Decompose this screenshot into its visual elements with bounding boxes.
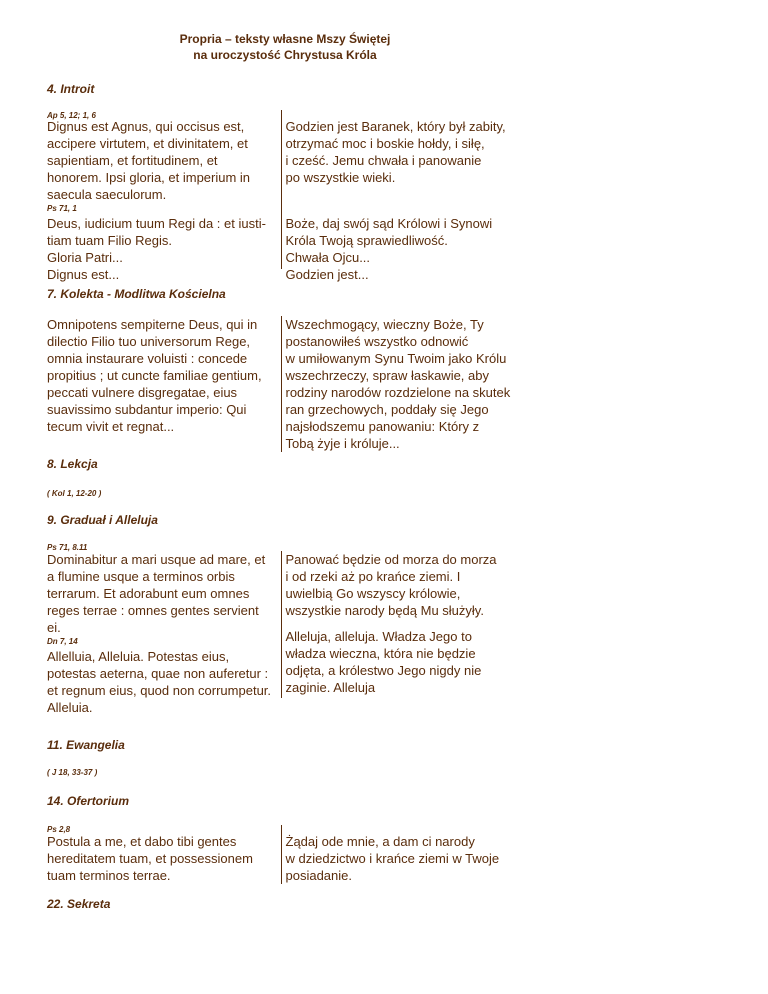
text-line: posiadanie. [285, 868, 352, 883]
kolekta-block [47, 316, 517, 452]
heading-ofertorium: 14. Ofertorium [47, 794, 130, 808]
text-line: rodziny narodów rozdzielone na skutek [285, 385, 511, 400]
text-line: dilectio Filio tuo universorum Rege, [47, 334, 251, 349]
text-line: hereditatem tuam, et possessionem [47, 851, 253, 866]
kolekta-polish [281, 316, 518, 452]
text-line: zaginie. Alleluja [285, 680, 376, 695]
text-line: Allelluia, Alleluia. Potestas eius, [47, 649, 230, 664]
text-line: po wszystkie wieki. [285, 170, 396, 185]
text-line: terrarum. Et adorabunt eum omnes [47, 586, 250, 601]
ofertorium-latin [47, 833, 274, 884]
text-line: Alleluja, alleluja. Władza Jego to [285, 629, 472, 644]
text-line: peccati vulnere disgregatae, eius [47, 385, 238, 400]
heading-lekcja: 8. Lekcja [47, 457, 98, 471]
text-line: Żądaj ode mnie, a dam ci narody [285, 834, 475, 849]
text-line: reges terrae : omnes gentes servient [47, 603, 259, 618]
text-line: suavissimo subdantur imperio: Qui [47, 402, 247, 417]
text-line: Panować będzie od morza do morza [285, 552, 497, 567]
text-line: uwielbią Go wszyscy królowie, [285, 586, 461, 601]
heading-gradual: 9. Graduał i Alleluja [47, 513, 158, 527]
text-line: w umiłowanym Synu Twoim jako Królu [285, 351, 507, 366]
text-line: Wszechmogący, wieczny Boże, Ty [285, 317, 484, 332]
text-line: et regnum eius, quod non corrumpetur. [47, 683, 272, 698]
text-line: potestas aeterna, quae non auferetur : [47, 666, 269, 681]
gradual-block [47, 551, 517, 716]
heading-ewangelia: 11. Ewangelia [47, 738, 125, 752]
text-line: Boże, daj swój sąd Królowi i Synowi [285, 216, 493, 231]
ofertorium-block [47, 833, 517, 884]
text-line: Deus, iudicium tuum Regi da : et iusti- [47, 216, 266, 231]
text-line: a flumine usque a terminos orbis [47, 569, 235, 584]
title-line-1: Propria – teksty własne Mszy Świętej [179, 32, 391, 46]
text-line: ei. [47, 620, 61, 635]
text-line: Omnipotens sempiterne Deus, qui in [47, 317, 258, 332]
text-line: saecula saeculorum. [47, 187, 167, 202]
text-line: odjęta, a królestwo Jego nigdy nie [285, 663, 482, 678]
text-line: postanowiłeś wszystko odnowić [285, 334, 469, 349]
kolekta-latin [47, 316, 274, 452]
ref-gradual-2: Dn 7, 14 [47, 637, 78, 646]
heading-kolekta: 7. Kolekta - Modlitwa Kościelna [47, 287, 226, 301]
text-line: i od rzeki aż po krańce ziemi. I [285, 569, 461, 584]
text-line: Chwała Ojcu... [285, 250, 371, 265]
ref-ewangelia: ( J 18, 33-37 ) [47, 768, 98, 777]
heading-sekreta: 22. Sekreta [47, 897, 111, 911]
text-line: Dominabitur a mari usque ad mare, et [47, 552, 266, 567]
ref-introit-1: Ap 5, 12; 1, 6 [47, 111, 96, 120]
introit-polish [281, 110, 518, 282]
ref-introit-2: Ps 71, 1 [47, 204, 77, 213]
text-line: propitius ; ut cuncte familiae gentium, [47, 368, 262, 383]
ref-lekcja: ( Kol 1, 12-20 ) [47, 489, 102, 498]
text-line: tuam terminos terrae. [47, 868, 171, 883]
text-line: wszechrzeczy, spraw łaskawie, aby [285, 368, 489, 383]
text-line: ran grzechowych, poddały się Jego [285, 402, 489, 417]
ofertorium-polish [281, 825, 518, 884]
text-line: sapientiam, et fortitudinem, et [47, 153, 218, 168]
text-line: otrzymać moc i boskie hołdy, i siłę, [285, 136, 485, 151]
text-line: wszystkie narody będą Mu służyły. [285, 603, 484, 618]
ref-ofertorium: Ps 2,8 [47, 825, 71, 834]
text-line: Godzien jest... [285, 267, 369, 282]
text-line: Dignus est... [47, 267, 120, 282]
text-line: w dziedzictwo i krańce ziemi w Twoje [285, 851, 500, 866]
text-line: Alleluia. [47, 700, 93, 715]
text-line: Tobą żyje i króluje... [285, 436, 400, 451]
text-line: accipere virtutem, et divinitatem, et [47, 136, 248, 151]
title-line-2: na uroczystość Chrystusa Króla [193, 48, 377, 62]
text-line: Postula a me, et dabo tibi gentes [47, 834, 237, 849]
ref-gradual-1: Ps 71, 8.11 [47, 543, 88, 552]
text-line: Króla Twoją sprawiedliwość. [285, 233, 448, 248]
text-line: i cześć. Jemu chwała i panowanie [285, 153, 482, 168]
text-line: tecum vivit et regnat... [47, 419, 175, 434]
introit-latin [47, 118, 274, 283]
gradual-polish [281, 551, 518, 698]
page-title [0, 31, 570, 63]
introit-block [47, 118, 517, 283]
text-line: honorem. Ipsi gloria, et imperium in [47, 170, 251, 185]
text-line: Dignus est Agnus, qui occisus est, [47, 119, 245, 134]
gradual-latin [47, 551, 274, 716]
heading-introit: 4. Introit [47, 82, 95, 96]
text-line: tiam tuam Filio Regis. [47, 233, 172, 248]
text-line: Gloria Patri... [47, 250, 123, 265]
text-line: Godzien jest Baranek, który był zabity, [285, 119, 506, 134]
text-line: omnia instaurare voluisti : concede [47, 351, 248, 366]
text-line: władza wieczna, która nie będzie [285, 646, 476, 661]
text-line: najsłodszemu panowaniu: Który z [285, 419, 480, 434]
